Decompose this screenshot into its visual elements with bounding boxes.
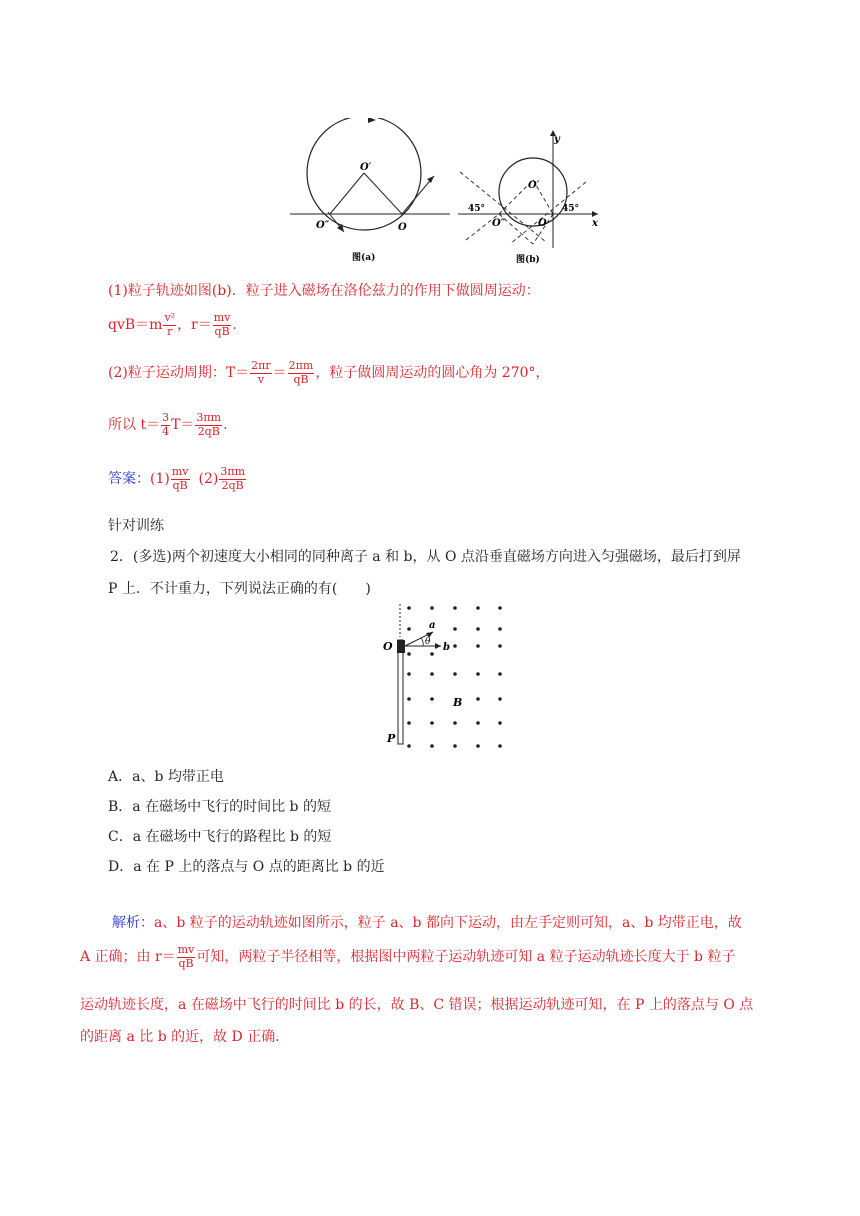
axis-x-label: x xyxy=(592,218,598,229)
practice-heading: 针对训练 xyxy=(108,518,164,534)
solution-line-3: (2)粒子运动周期：T＝ $\frac{2\pi r}{v}$ ＝ $\frac{2\pi m}{qB}$ ，粒子做圆周运动的圆心角为 270°， xyxy=(108,359,550,386)
label-field-b: B xyxy=(453,696,463,709)
label-theta: θ xyxy=(425,637,431,647)
analysis-label: 解析： xyxy=(112,915,154,931)
label-a: a xyxy=(429,620,436,631)
solution-line-2: qvB＝m $\frac{\text{v²}}{r}$ ，r＝ $\frac{mv}{qB}$ . xyxy=(108,311,237,338)
option-c: C．a 在磁场中飞行的路程比 b 的短 xyxy=(108,829,332,845)
radius-line-right xyxy=(364,173,402,214)
analysis-line-3: 运动轨迹长度，a 在磁场中飞行的时间比 b 的长，故 B、C 错误；根据运动轨迹可知，在 P 上的落点与 O 点 xyxy=(80,997,754,1013)
answer-label: 答案： xyxy=(108,471,150,488)
option-b: B．a 在磁场中飞行的时间比 b 的短 xyxy=(108,799,331,815)
entry-slit xyxy=(397,640,405,653)
solution-line-1: (1)粒子轨迹如图(b)．粒子进入磁场在洛伦兹力的作用下做圆周运动： xyxy=(108,283,540,299)
label-o-dprime: O″ xyxy=(492,218,506,229)
label-o: O xyxy=(398,222,407,233)
trajectory-circle xyxy=(307,118,421,230)
trajectory-circle xyxy=(499,158,567,226)
axis-y-label: y xyxy=(554,134,560,145)
question-2-line-2: P 上．不计重力，下列说法正确的有( ) xyxy=(108,581,371,597)
answer-line: 答案：(1) $\frac{mv}{qB}$ (2) $\frac{3\pi m}{2qB}$ xyxy=(108,465,246,492)
velocity-out-arrow xyxy=(402,176,434,214)
caption-a: 图(a) xyxy=(352,253,376,263)
screen-p xyxy=(398,640,403,744)
label-o: O xyxy=(383,640,393,653)
option-d: D．a 在 P 上的落点与 O 点的距离比 b 的近 xyxy=(108,859,385,875)
question-2-line-1: 2．(多选)两个初速度大小相同的同种离子 a 和 b，从 O 点沿垂直磁场方向进入匀强磁场，最后打到屏 xyxy=(110,549,741,565)
label-b: b xyxy=(443,642,450,653)
analysis-line-1: 解析：a、b 粒子的运动轨迹如图所示，粒子 a、b 都向下运动，由左手定则可知，a、b 均带正电，故 xyxy=(112,915,742,931)
label-o-prime: O′ xyxy=(528,180,540,191)
angle-left: 45° xyxy=(468,204,486,214)
figure-magnetic-field xyxy=(383,600,508,752)
figure-b xyxy=(458,122,603,268)
label-o-dprime: O″ xyxy=(316,220,330,231)
label-p: P xyxy=(387,732,396,745)
radius-line-left xyxy=(330,173,364,214)
caption-b: 图(b) xyxy=(516,255,540,265)
field-dots xyxy=(407,606,502,748)
angle-right: 45° xyxy=(562,204,580,214)
option-a: A．a、b 均带正电 xyxy=(108,769,224,785)
solution-line-4: 所以 t＝ $\frac{3}{4}$ T＝ $\frac{3\pi m}{2qB}$ . xyxy=(108,411,228,438)
label-o-prime: O′ xyxy=(360,162,372,173)
rotation-arrow-icon xyxy=(368,118,376,123)
figure-a xyxy=(290,118,450,268)
label-o: O xyxy=(538,218,547,229)
analysis-line-2: A 正确；由 r＝ $\frac{mv}{qB}$ 可知，两粒子半径相等，根据图中两粒子运动轨迹可知 a 粒子运动轨迹长度大于 b 粒子 xyxy=(80,943,736,970)
analysis-line-4: 的距离 a 比 b 的近，故 D 正确． xyxy=(80,1029,290,1045)
